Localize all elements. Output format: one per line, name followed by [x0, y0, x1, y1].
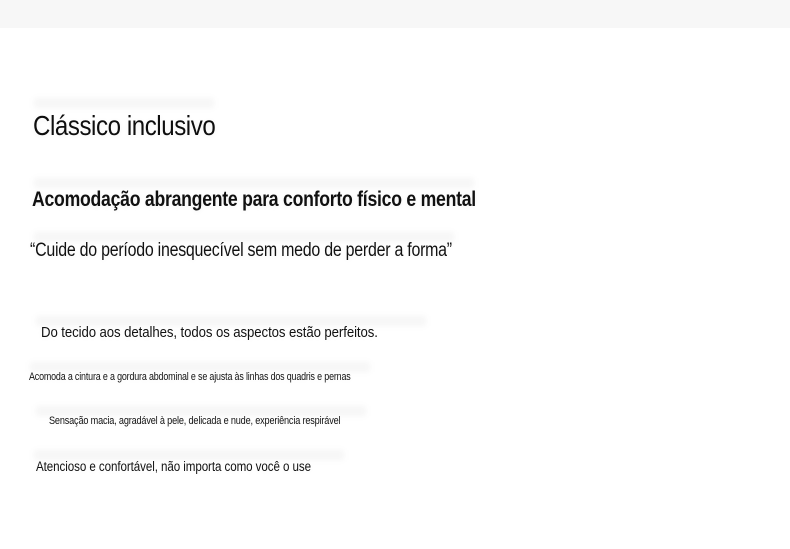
feature-line: Sensação macia, agradável à pele, delicada e nude, experiência respirável — [49, 415, 341, 427]
top-bar — [0, 0, 790, 28]
feature-line: Acomoda a cintura e a gordura abdominal e se ajusta às linhas dos quadris e pernas — [29, 371, 351, 383]
tagline-quote: “Cuide do período inesquecível sem medo de perder a forma” — [30, 240, 452, 261]
feature-line: Do tecido aos detalhes, todos os aspectos estão perfeitos. — [41, 324, 378, 341]
ghost-artifact — [34, 178, 474, 188]
page-subtitle: Acomodação abrangente para conforto físico e mental — [32, 188, 476, 211]
ghost-artifact — [34, 98, 214, 108]
feature-line: Atencioso e confortável, não importa como você o use — [36, 459, 311, 474]
page-title: Clássico inclusivo — [33, 110, 216, 141]
